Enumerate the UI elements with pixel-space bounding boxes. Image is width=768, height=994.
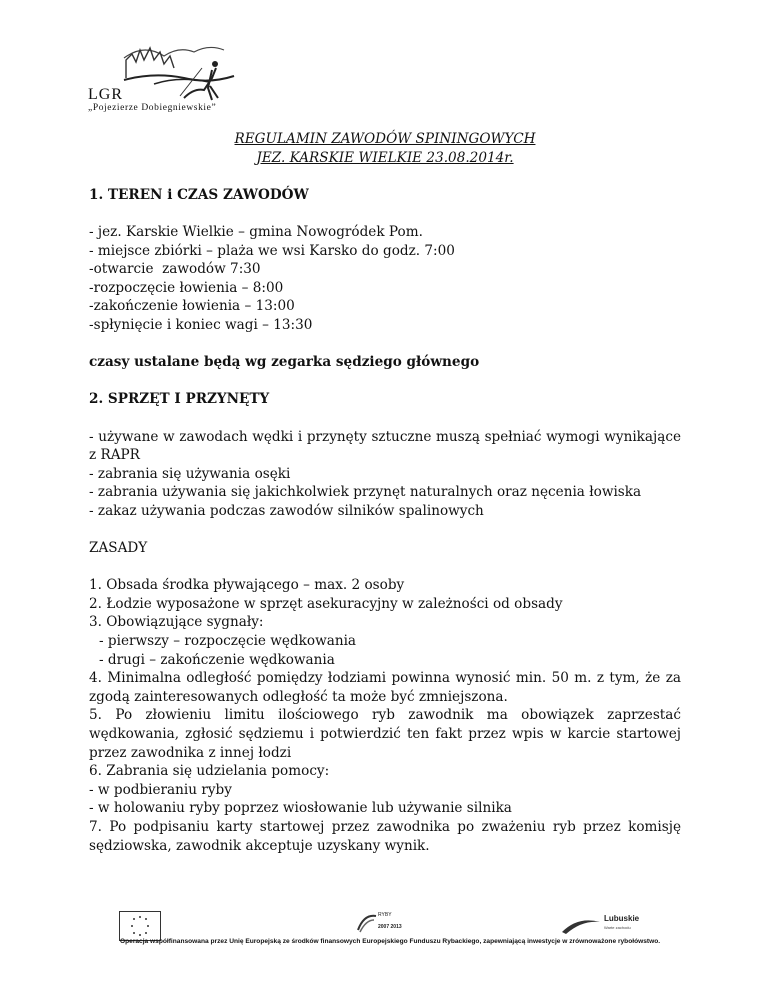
title-line-2: JEZ. KARSKIE WIELKIE 23.08.2014r.	[256, 149, 514, 166]
section-2-heading: 2. SPRZĘT I PRZYNĘTY	[89, 391, 270, 408]
section-2-item: - używane w zawodach wędki i przynęty sztuczne muszą spełniać wymogi wynikające z RAPR	[89, 428, 681, 464]
eu-flag-icon	[119, 911, 161, 941]
rule-item: 1. Obsada środka pływającego – max. 2 osoby	[89, 577, 405, 594]
section-1-item: - jez. Karskie Wielkie – gmina Nowogródek Pom.	[89, 223, 423, 240]
section-3-heading: ZASADY	[89, 540, 148, 557]
rule-subitem: - pierwszy – rozpoczęcie wędkowania	[99, 633, 357, 650]
time-note: czasy ustalane będą wg zegarka sędziego głównego	[89, 354, 480, 371]
lubuskie-sub: Warte zachodu	[604, 925, 631, 930]
rule-item: 5. Po złowieniu limitu ilościowego ryb zawodnik ma obowiązek zaprzestać wędkowania, zgłosić sędziemu i potwierdzić ten fakt przez wpis w karcie startowej przez zawodnika z innej łodzi	[89, 707, 681, 761]
section-1-item: -spłynięcie i koniec wagi – 13:30	[89, 316, 313, 333]
document-body	[89, 130, 681, 855]
lubuskie-label: Lubuskie	[604, 914, 640, 923]
section-2-item: - zakaz używania podczas zawodów silników spalinowych	[89, 502, 484, 519]
footer-funding-note: Operacja współfinansowana przez Unię Europejską ze środków finansowych Europejskiego Funduszu Rybackiego, zapewniającą inwestycje w zrównoważone rybołówstwo.	[120, 938, 661, 945]
title-line-1: REGULAMIN ZAWODÓW SPININGOWYCH	[234, 131, 536, 147]
section-2-item: - zabrania się używania osęki	[89, 465, 291, 482]
document-title	[89, 130, 681, 167]
rule-item: 3. Obowiązujące sygnały:	[89, 614, 264, 631]
section-1-item: -otwarcie zawodów 7:30	[89, 261, 261, 278]
ryby-logo-label: RYBY	[378, 912, 392, 918]
ryby-logo-years: 2007 2013	[378, 924, 402, 930]
section-1-item: -zakończenie łowienia – 13:00	[89, 298, 295, 315]
rule-item: 4. Minimalna odległość pomiędzy łodziami powinna wynosić min. 50 m. z tym, że za zgodą zainteresowanych odległość ta może być zmniejszona.	[89, 670, 681, 705]
rule-subitem: - drugi – zakończenie wędkowania	[99, 651, 335, 668]
rule-item: 6. Zabrania się udzielania pomocy:	[89, 763, 330, 780]
section-1-item: - miejsce zbiórki – plaża we wsi Karsko do godz. 7:00	[89, 242, 455, 259]
section-1-heading: 1. TEREN i CZAS ZAWODÓW	[89, 186, 309, 203]
rule-subitem: - w podbieraniu ryby	[89, 781, 232, 798]
rule-item: 2. Łodzie wyposażone w sprzęt asekuracyjny w zależności od obsady	[89, 595, 563, 612]
ryby-logo-icon	[354, 908, 402, 938]
logo-org: LGR	[88, 86, 123, 103]
lubuskie-logo-icon	[560, 910, 650, 936]
section-1-item: -rozpoczęcie łowienia – 8:00	[89, 279, 284, 296]
section-2-item: - zabrania używania się jakichkolwiek przynęt naturalnych oraz nęcenia łowiska	[89, 484, 642, 501]
logo-name: „Pojezierze Dobiegniewskie”	[88, 103, 217, 113]
rule-item: 7. Po podpisaniu karty startowej przez zawodnika po zważeniu ryb przez komisję sędziowska, zawodnik akceptuje uzyskany wynik.	[89, 818, 681, 854]
rule-subitem: - w holowaniu ryby poprzez wiosłowanie lub używanie silnika	[89, 800, 512, 817]
